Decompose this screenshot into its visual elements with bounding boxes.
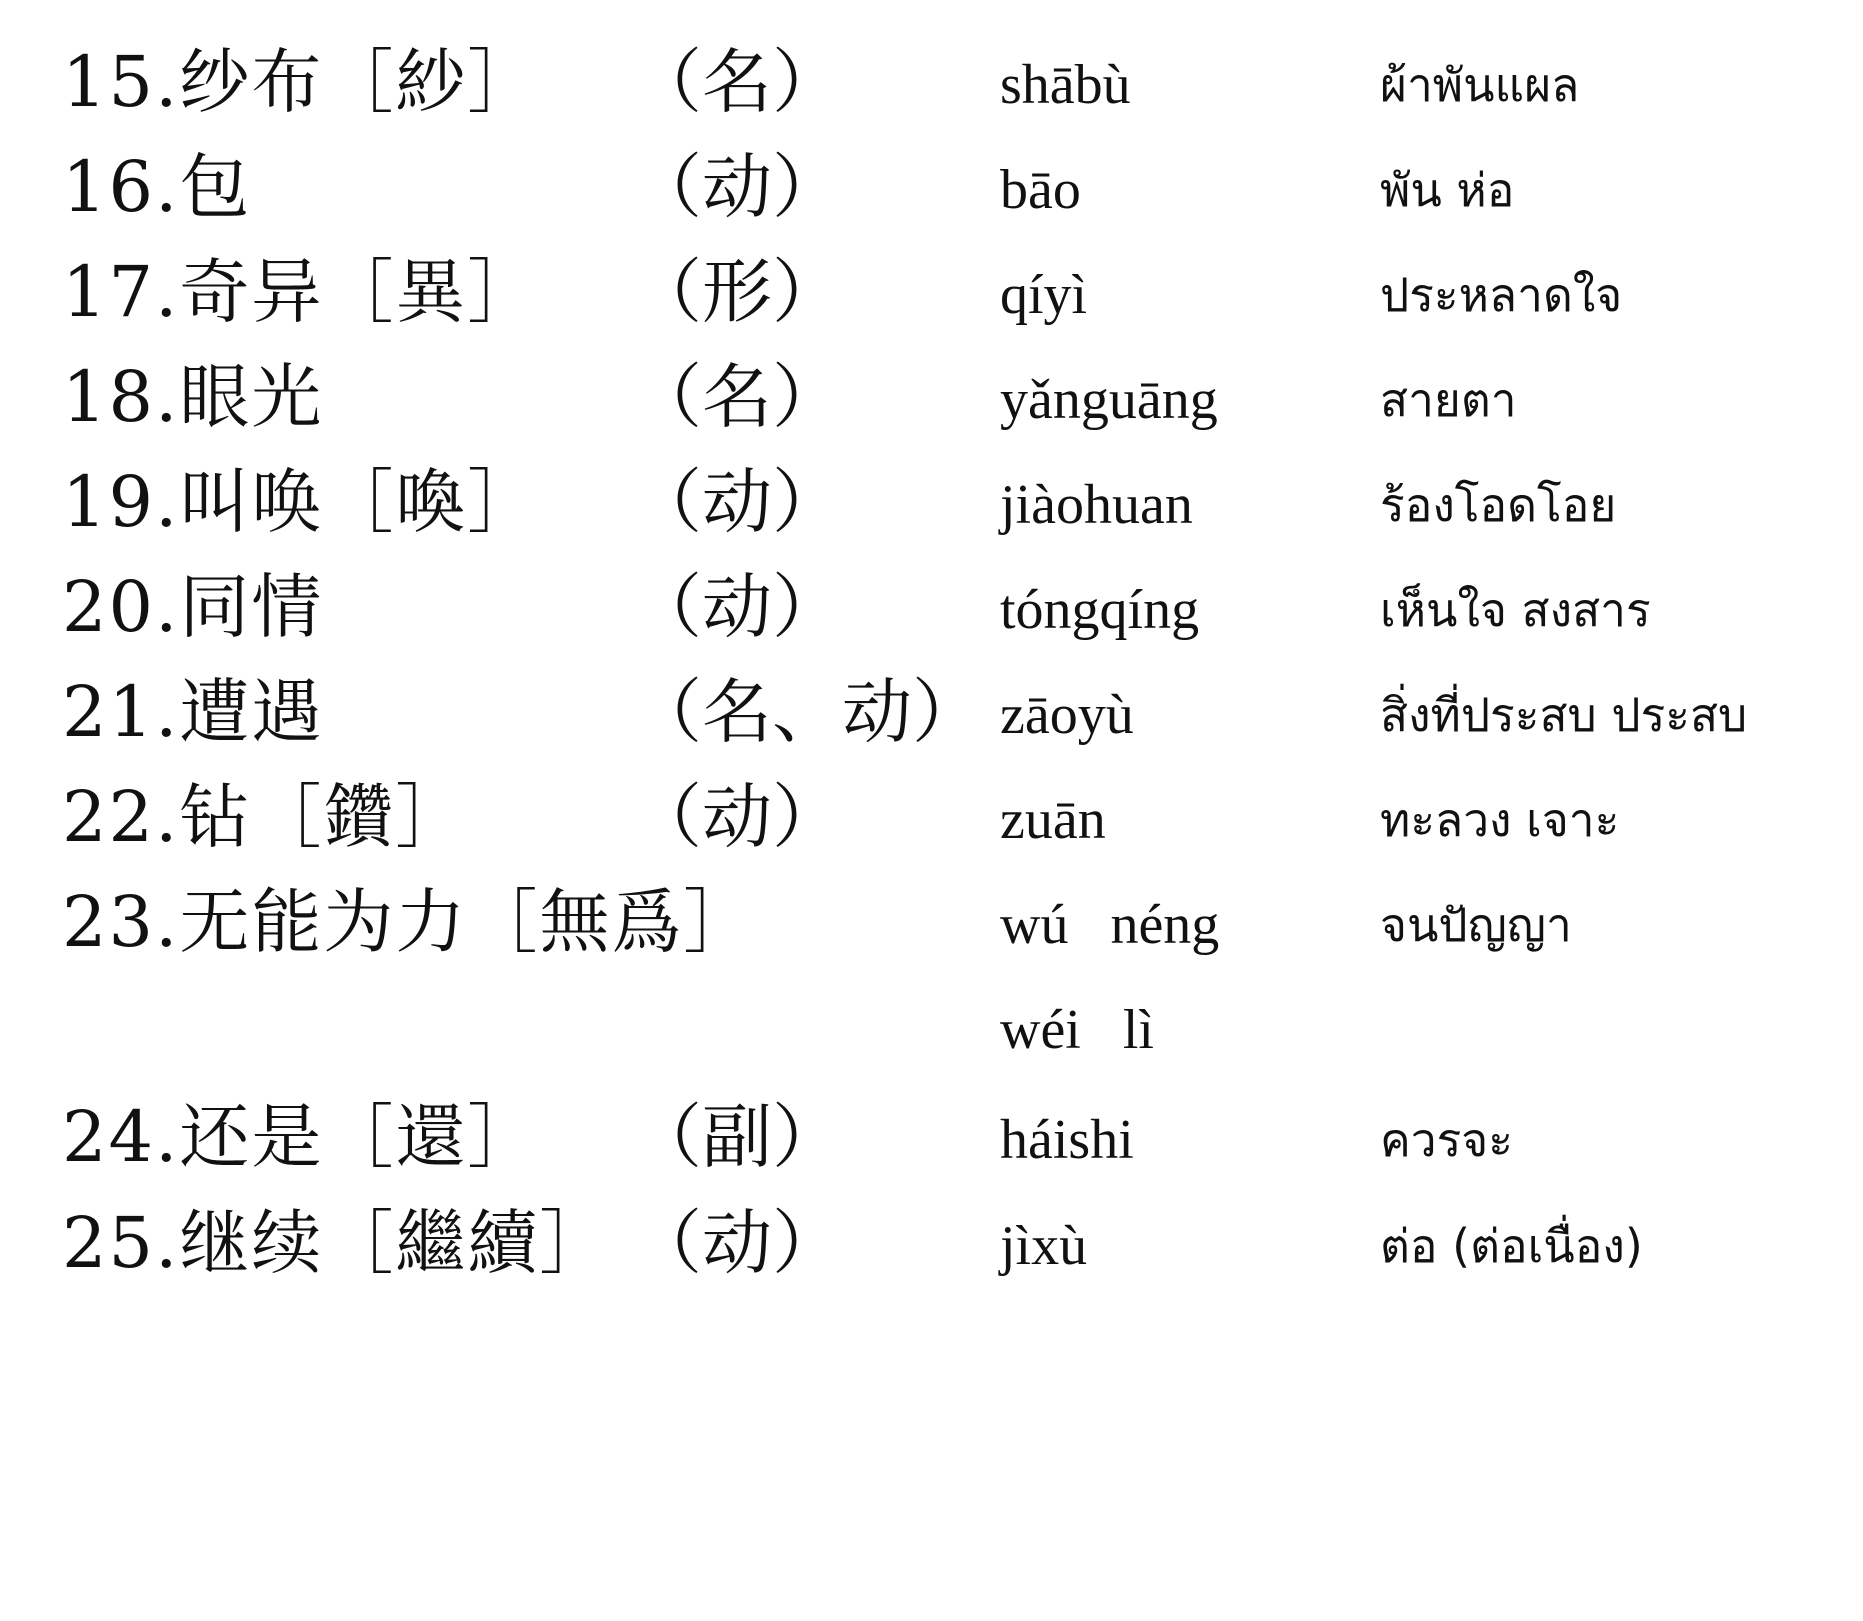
thai-translation: พัน ห่อ — [1380, 163, 1515, 217]
pinyin: jìxù — [1000, 1215, 1088, 1277]
hanzi-term: 19.叫唤［喚］ — [62, 461, 540, 543]
vocab-entry-18 — [0, 347, 1863, 457]
thai-translation: จนปัญญา — [1380, 898, 1572, 952]
part-of-speech: （名） — [632, 41, 842, 123]
hanzi-term: 24.还是［還］ — [62, 1096, 540, 1178]
hanzi-term: 21.遭遇 — [62, 671, 324, 753]
vocab-entry-23-continued — [0, 977, 1863, 1087]
thai-translation: ผ้าพันแผล — [1380, 58, 1580, 112]
hanzi-term: 23.无能为力［無爲］ — [62, 881, 756, 963]
vocab-entry-25 — [0, 1193, 1863, 1303]
pinyin: shābù — [1000, 54, 1131, 116]
vocab-entry-22 — [0, 767, 1863, 877]
pinyin: zuān — [1000, 789, 1106, 851]
vocab-entry-21 — [0, 662, 1863, 772]
pinyin: jiàohuan — [1000, 474, 1193, 536]
pinyin: zāoyù — [1000, 684, 1134, 746]
pinyin: wú néng — [1000, 894, 1220, 956]
thai-translation: เห็นใจ สงสาร — [1380, 583, 1651, 637]
part-of-speech: （动） — [632, 776, 842, 858]
thai-translation: ทะลวง เจาะ — [1380, 793, 1620, 847]
hanzi-term: 15.纱布［紗］ — [62, 41, 540, 123]
part-of-speech: （名） — [632, 356, 842, 438]
thai-translation: ประหลาดใจ — [1380, 268, 1623, 322]
pinyin: tóngqíng — [1000, 579, 1200, 641]
pinyin: yǎnguāng — [1000, 369, 1218, 431]
thai-translation: ร้องโอดโอย — [1380, 478, 1617, 532]
thai-translation: ต่อ (ต่อเนื่อง) — [1380, 1219, 1643, 1273]
hanzi-term: 18.眼光 — [62, 356, 324, 438]
part-of-speech: （动） — [632, 566, 842, 648]
vocab-entry-19 — [0, 452, 1863, 562]
pinyin: háishi — [1000, 1109, 1134, 1171]
part-of-speech: （动） — [632, 1202, 842, 1284]
vocab-entry-23 — [0, 872, 1863, 982]
hanzi-term: 17.奇异［異］ — [62, 251, 540, 333]
hanzi-term: 22.钻［鑽］ — [62, 776, 468, 858]
part-of-speech: （形） — [632, 251, 842, 333]
thai-translation: สายตา — [1380, 373, 1517, 427]
pinyin: wéi lì — [1000, 999, 1154, 1061]
vocab-entry-24 — [0, 1087, 1863, 1197]
pinyin: qíyì — [1000, 264, 1088, 326]
hanzi-term: 25.继续［繼續］ — [62, 1202, 612, 1284]
part-of-speech: （动） — [632, 146, 842, 228]
part-of-speech: （名、动） — [632, 671, 982, 753]
hanzi-term: 16.包 — [62, 146, 252, 228]
thai-translation: ควรจะ — [1380, 1113, 1513, 1167]
vocab-entry-17 — [0, 242, 1863, 352]
pinyin: bāo — [1000, 159, 1081, 221]
thai-translation: สิ่งที่ประสบ ประสบ — [1380, 688, 1748, 742]
vocab-entry-20 — [0, 557, 1863, 667]
hanzi-term: 20.同情 — [62, 566, 324, 648]
part-of-speech: （动） — [632, 461, 842, 543]
vocab-entry-15 — [0, 32, 1863, 142]
part-of-speech: （副） — [632, 1096, 842, 1178]
vocab-entry-16 — [0, 137, 1863, 247]
